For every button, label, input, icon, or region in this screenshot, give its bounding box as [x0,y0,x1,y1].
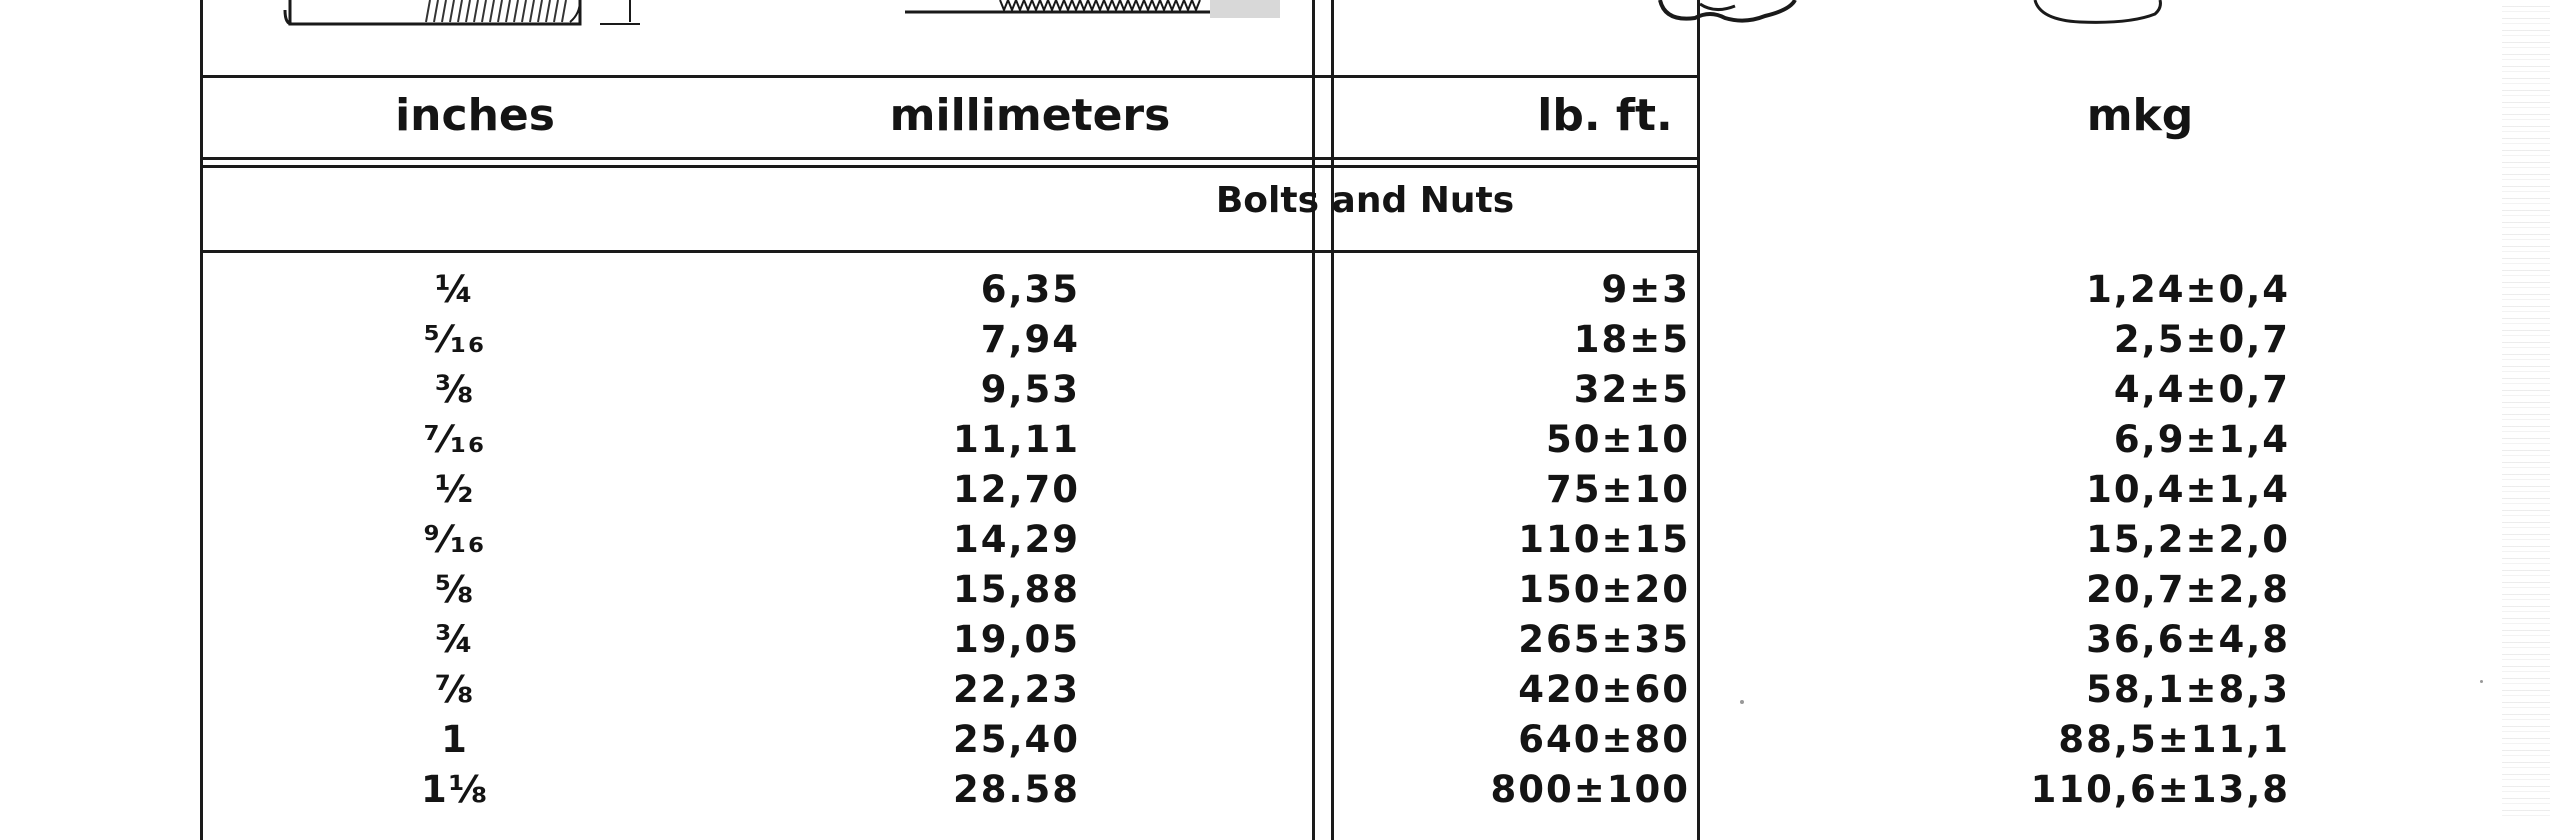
cell-lb-ft: 32±5 [1573,368,1690,411]
cell-lb-ft: 50±10 [1546,418,1690,461]
cell-lb-ft: 150±20 [1518,568,1690,611]
cell-mkg: 36,6±4,8 [2086,618,2290,661]
cell-mkg: 88,5±11,1 [2058,718,2290,761]
cell-millimeters: 14,29 [952,518,1080,561]
cell-inches: ⅜ [434,368,476,411]
scan-edge [2502,0,2550,819]
cell-inches: ⁷⁄₁₆ [423,418,487,461]
cell-inches: ¾ [434,618,476,661]
cell-inches: ¼ [434,268,476,311]
cell-inches: ⁵⁄₁₆ [423,318,487,361]
cell-mkg: 6,9±1,4 [2113,418,2290,461]
header-top-rule [200,75,1700,78]
cell-mkg: 10,4±1,4 [2086,468,2290,511]
cell-millimeters: 9,53 [980,368,1080,411]
cell-millimeters: 12,70 [952,468,1080,511]
cell-lb-ft: 9±3 [1601,268,1690,311]
cell-inches: 1 [441,718,469,761]
header-inches: inches [395,90,555,141]
speck [2480,680,2483,683]
cell-inches: 1⅛ [420,768,490,811]
cell-inches: ½ [434,468,476,511]
cell-millimeters: 6,35 [980,268,1080,311]
cell-lb-ft: 800±100 [1490,768,1690,811]
cell-mkg: 4,4±0,7 [2113,368,2290,411]
cell-millimeters: 22,23 [952,668,1080,711]
nut-illustration [2030,0,2170,30]
cell-mkg: 58,1±8,3 [2086,668,2290,711]
cell-inches: ⁹⁄₁₆ [423,518,487,561]
cell-lb-ft: 640±80 [1518,718,1690,761]
header-mkg: mkg [2086,90,2194,141]
cell-lb-ft: 265±35 [1518,618,1690,661]
cell-inches: ⅞ [434,668,476,711]
header-lb-ft: lb. ft. [1537,90,1673,141]
header-millimeters: millimeters [889,90,1171,141]
cell-millimeters: 19,05 [952,618,1080,661]
cell-millimeters: 28.58 [952,768,1080,811]
speck [1740,700,1744,704]
cell-millimeters: 15,88 [952,568,1080,611]
section-bottom-rule [200,250,1700,253]
cell-mkg: 15,2±2,0 [2086,518,2290,561]
cell-mkg: 110,6±13,8 [2030,768,2290,811]
cell-inches: ⅝ [434,568,476,611]
cell-mkg: 1,24±0,4 [2086,268,2290,311]
cell-mkg: 2,5±0,7 [2113,318,2290,361]
section-title: Bolts and Nuts [1215,180,1515,221]
cell-mkg: 20,7±2,8 [2086,568,2290,611]
cell-lb-ft: 18±5 [1573,318,1690,361]
cell-millimeters: 7,94 [980,318,1080,361]
column-divider [1312,0,1334,840]
cell-lb-ft: 110±15 [1518,518,1690,561]
header-bottom-rule [200,157,1700,168]
cell-lb-ft: 75±10 [1546,468,1690,511]
cell-lb-ft: 420±60 [1518,668,1690,711]
cell-millimeters: 11,11 [952,418,1080,461]
cell-millimeters: 25,40 [952,718,1080,761]
